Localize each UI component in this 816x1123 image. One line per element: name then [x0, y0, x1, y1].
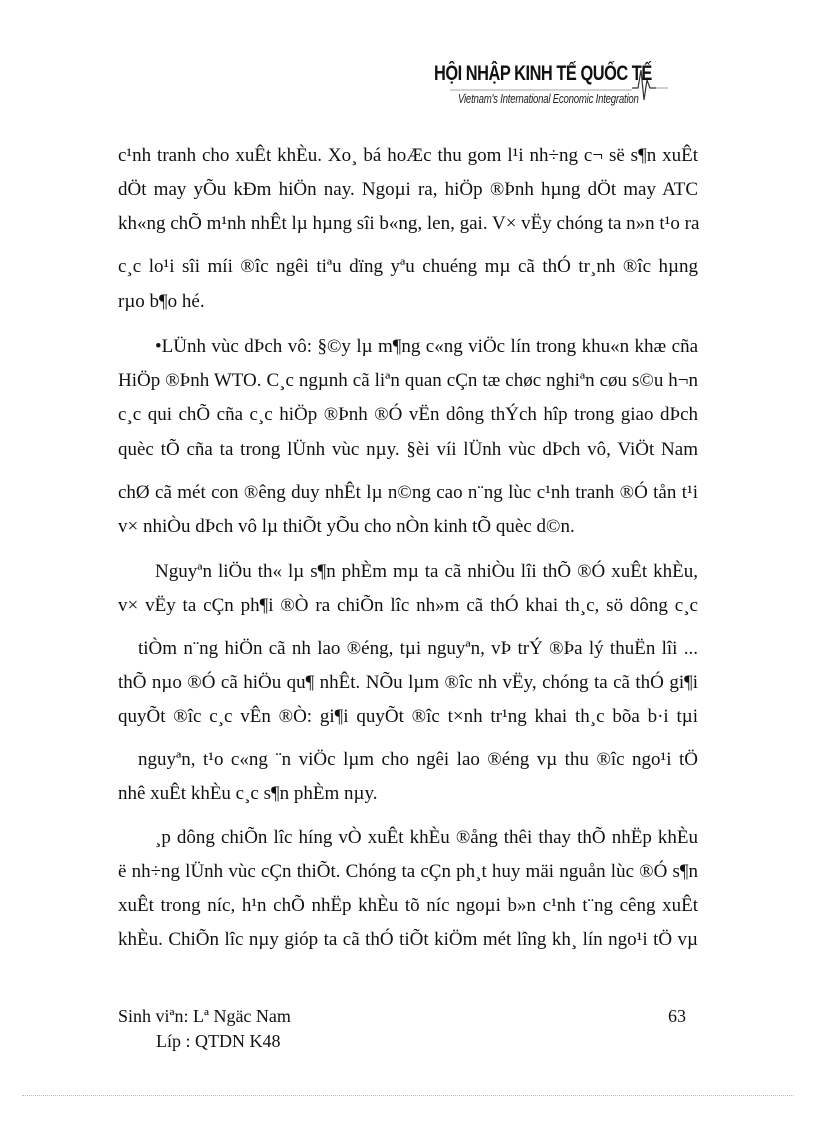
text-line: ë nh÷ng lÜnh vùc cÇn thiÕt. Chóng ta cÇn ph¸t huy mäi nguån lùc ®Ó s¶n — [118, 861, 698, 882]
footer-class: Líp : QTDN K48 — [156, 1031, 281, 1051]
text-line: dÖt may yÕu kÐm hiÖn nay. Ngoµi ra, hiÖp ®Þnh hµng dÖt may ATC — [118, 179, 698, 200]
text-line: xuÊt trong níc, h¹n chÕ nhËp khÈu tõ níc ngoµi b»n c¹nh t¨ng cêng xuÊt — [118, 895, 698, 916]
text-line: Nguyªn liÖu th« lµ s¶n phÈm mµ ta cã nhiÒu lîi thÕ ®Ó xuÊt khÈu, — [155, 561, 698, 582]
text-line: quyÕt ®îc c¸c vÊn ®Ò: gi¶i quyÕt ®îc t×nh tr¹ng khai th¸c bõa b·i tµi — [118, 706, 698, 727]
footer-divider — [22, 1095, 794, 1096]
header-title: HỘI NHẬP KINH TẾ QUỐC TẾ — [434, 62, 652, 85]
text-line: khÈu. ChiÕn lîc nµy gióp ta cã thÓ tiÕt kiÖm mét lîng kh¸ lín ngo¹i tÖ vµ — [118, 929, 698, 950]
text-line: c¸c qui chÕ cña c¸c hiÖp ®Þnh ®Ó vËn dông thÝch hîp trong giao dÞch — [118, 404, 698, 425]
text-line: v× nhiÒu dÞch vô lµ thiÕt yÕu cho nÒn kinh tÕ quèc d©n. — [118, 516, 575, 537]
header-logo — [420, 58, 670, 114]
text-line: nhê xuÊt khÈu c¸c s¶n phÈm nµy. — [118, 783, 378, 804]
text-line: c¸c lo¹i sîi míi ®îc ngêi tiªu dïng yªu chuéng mµ cã thÓ tr¸nh ®îc hµng — [118, 256, 698, 277]
text-line: rµo b¶o hé. — [118, 291, 205, 312]
text-line: nguyªn, t¹o c«ng ¨n viÖc lµm cho ngêi lao ®éng vµ thu ®îc ngo¹i tÖ — [138, 749, 698, 770]
header-subtitle: Vietnam's International Economic Integration — [458, 91, 639, 106]
page-number: 63 — [668, 1006, 686, 1026]
footer-student: Sinh viªn: Lª Ngäc Nam — [118, 1006, 291, 1026]
text-line: c¹nh tranh cho xuÊt khÈu. Xo¸ bá hoÆc thu gom l¹i nh÷ng c¬ së s¶n xuÊt — [118, 145, 698, 166]
text-line: chØ cã mét con ®êng duy nhÊt lµ n©ng cao n¨ng lùc c¹nh tranh ®Ó tån t¹i — [118, 482, 698, 503]
text-line: tiÒm n¨ng hiÖn cã nh lao ®éng, tµi nguyªn, vÞ trÝ ®Þa lý thuËn lîi ... — [138, 638, 698, 659]
text-line: •LÜnh vùc dÞch vô: §©y lµ m¶ng c«ng viÖc lín trong khu«n khæ cña — [155, 336, 698, 357]
text-line: kh«ng chÕ m¹nh nhÊt lµ hµng sîi b«ng, len, gai. V× vËy chóng ta n»n t¹o ra — [118, 213, 700, 234]
text-line: ¸p dông chiÕn lîc híng vÒ xuÊt khÈu ®ång thêi thay thÕ nhËp khÈu — [155, 827, 698, 848]
text-line: v× vËy ta cÇn ph¶i ®Ò ra chiÕn lîc nh»m cã thÓ khai th¸c, sö dông c¸c — [118, 595, 698, 616]
text-line: HiÖp ®Þnh WTO. C¸c ngµnh cã liªn quan cÇn tæ chøc nghiªn cøu s©u h¬n — [118, 370, 698, 391]
text-line: thÕ nµo ®Ó cã hiÖu qu¶ nhÊt. NÕu lµm ®îc nh vËy, chóng ta cã thÓ gi¶i — [118, 672, 698, 693]
text-line: quèc tÕ cña ta trong lÜnh vùc nµy. §èi víi lÜnh vùc dÞch vô, ViÖt Nam — [118, 439, 698, 460]
